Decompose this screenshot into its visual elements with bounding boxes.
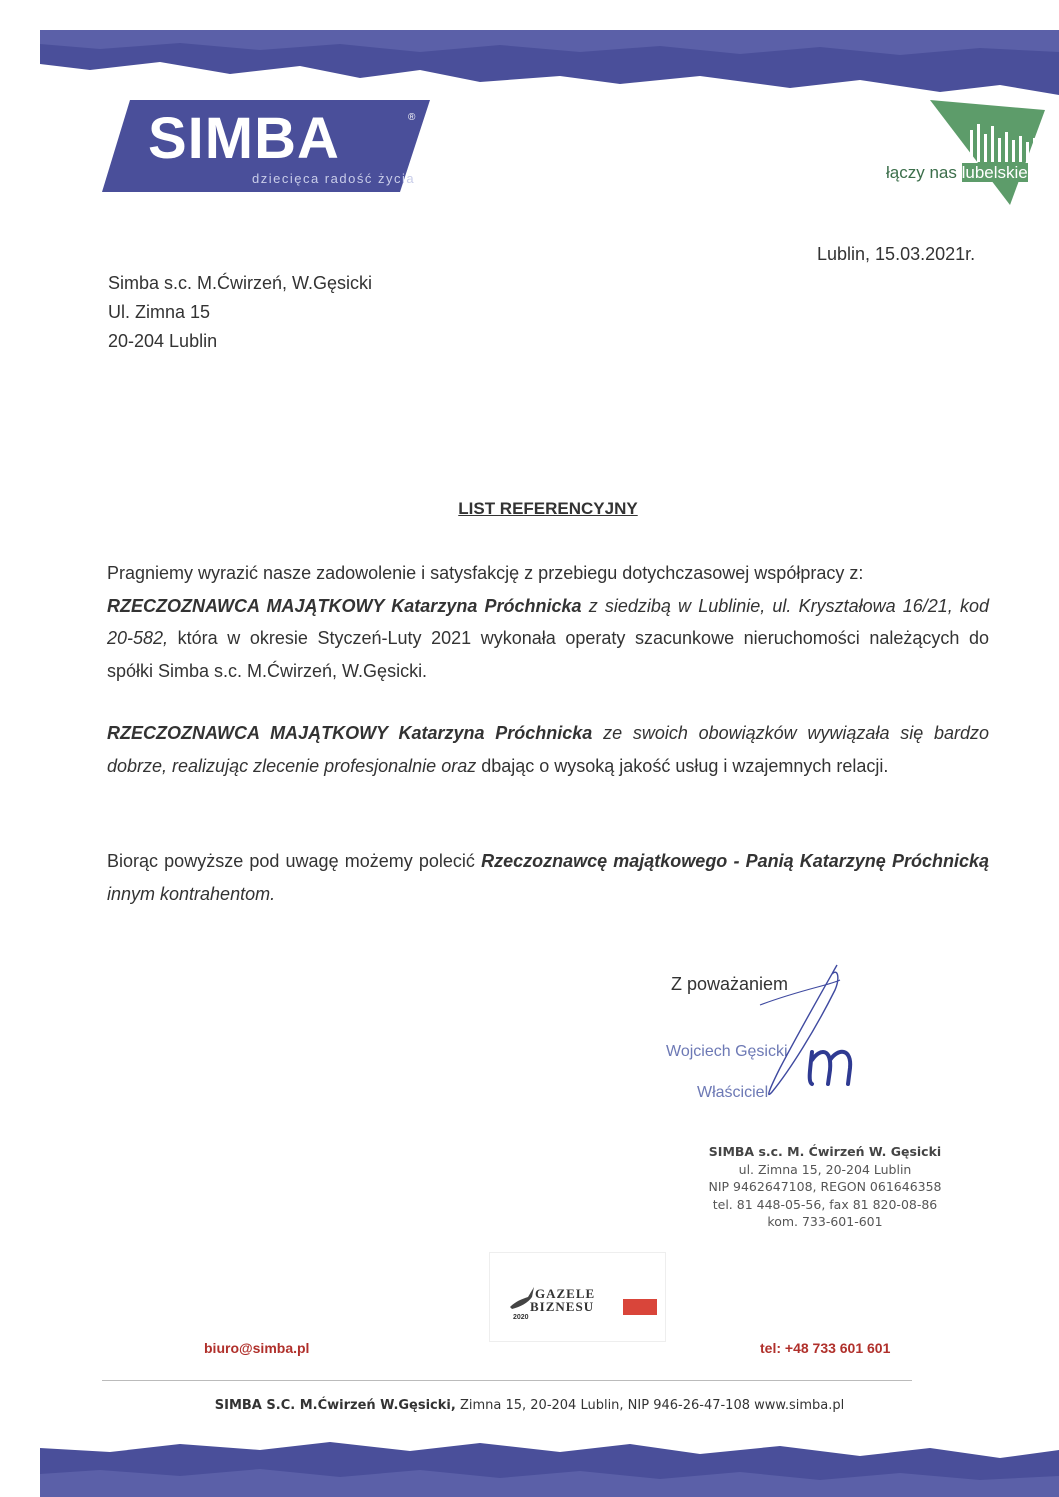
letter-date: Lublin, 15.03.2021r. bbox=[817, 244, 976, 264]
para1-lead: Pragniemy wyrazić nasze zadowolenie i satysfakcję z przebiegu dotychczasowej współpracy z: bbox=[107, 563, 864, 583]
award-line-2: BIZNESU bbox=[530, 1299, 595, 1314]
recipient-line-3: 20-204 Lublin bbox=[108, 331, 218, 351]
para3-lead: Biorąc powyższe pod uwagę możemy polecić bbox=[107, 851, 482, 871]
contact-phone[interactable]: tel: +48 733 601 601 bbox=[760, 1340, 891, 1356]
footer-details: Zimna 15, 20-204 Lublin, NIP 946-26-47-108 www.simba.pl bbox=[455, 1398, 845, 1413]
para1-address: z siedzibą w Lublinie, ul. Kryształowa 16/21, kod 20-582, bbox=[107, 595, 989, 648]
recipient-line-2: Ul. Zimna 15 bbox=[108, 302, 211, 322]
logo-tagline: dziecięca radość życia bbox=[252, 171, 416, 186]
document-title: LIST REFERENCYJNY bbox=[458, 499, 638, 518]
stamp-line-3: NIP 9462647108, REGON 061646358 bbox=[708, 1179, 942, 1194]
footer-divider bbox=[102, 1380, 912, 1381]
lubelskie-bars-icon bbox=[960, 118, 1050, 168]
stamp-line-4: tel. 81 448-05-56, fax 81 820-08-86 bbox=[712, 1196, 938, 1212]
company-stamp bbox=[690, 1143, 960, 1231]
recipient-line-1: Simba s.c. M.Ćwirzeń, W.Gęsicki bbox=[108, 273, 373, 293]
signatory-name: Wojciech Gęsicki bbox=[666, 1043, 788, 1060]
para2-rest: dbając o wysoką jakość usług i wzajemnych relacji. bbox=[476, 755, 889, 776]
award-year: 2020 bbox=[513, 1314, 529, 1321]
para1-company: RZECZOZNAWCA MAJĄTKOWY Katarzyna Próchnicka bbox=[107, 595, 582, 616]
region-brand-highlight: lubelskie bbox=[961, 163, 1028, 182]
para2-company: RZECZOZNAWCA MAJĄTKOWY Katarzyna Próchnicka bbox=[107, 723, 593, 743]
stamp-line-1: SIMBA s.c. M. Ćwirzeń W. Gęsicki bbox=[708, 1144, 942, 1159]
handwritten-signature bbox=[740, 960, 870, 1110]
para2-italic: ze swoich obowiązków wywiązała się bardzo dobrze, realizując zlecenie profesjonalnie oraz bbox=[107, 723, 990, 776]
signatory-role: Właściciel bbox=[697, 1084, 769, 1101]
paragraph-2 bbox=[107, 717, 989, 782]
paragraph-3 bbox=[107, 845, 989, 910]
para3-recommendation: Rzeczoznawcę majątkowego - Panią Katarzynę Próchnicką bbox=[481, 851, 990, 871]
footer-company-line bbox=[0, 1398, 1059, 1413]
award-red-badge bbox=[623, 1299, 657, 1315]
footer-company: SIMBA S.C. M.Ćwirzeń W.Gęsicki, bbox=[214, 1398, 456, 1413]
para1-rest: która w okresie Styczeń-Luty 2021 wykonała operaty szacunkowe nieruchomości należących do spółki Simba s.c. M.Ćwirzeń, W.Gęsicki. bbox=[107, 628, 989, 681]
para3-closing: innym kontrahentom. bbox=[107, 883, 276, 904]
contact-email[interactable]: biuro@simba.pl bbox=[204, 1340, 310, 1356]
closing-phrase: Z poważaniem bbox=[671, 974, 789, 994]
award-badge bbox=[489, 1252, 666, 1342]
registered-mark: ® bbox=[408, 112, 416, 123]
region-brand bbox=[886, 163, 1028, 183]
footer-band bbox=[0, 1440, 1059, 1497]
company-logo: SIMBA bbox=[148, 106, 340, 171]
stamp-line-5: kom. 733-601-601 bbox=[767, 1214, 883, 1229]
paragraph-1 bbox=[107, 557, 989, 687]
stamp-line-2: ul. Zimna 15, 20-204 Lublin bbox=[738, 1161, 912, 1177]
award-line-1: GAZELE bbox=[535, 1286, 596, 1301]
region-brand-prefix: łączy nas bbox=[886, 163, 962, 182]
